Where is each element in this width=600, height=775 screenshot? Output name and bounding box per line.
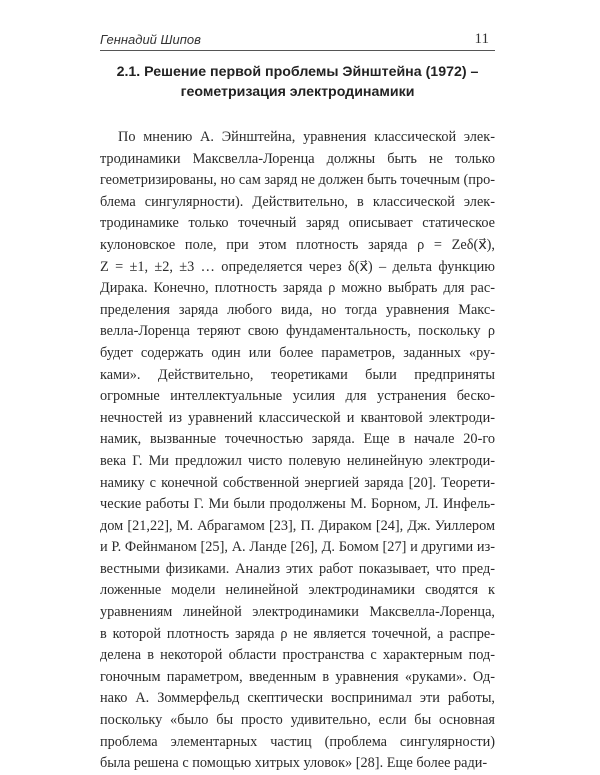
text-line: делена в некоторой области пространства с характерным под- xyxy=(100,647,495,664)
text-line: была решена с помощью хитрых уловок» [28]. Еще более ради- xyxy=(100,755,488,772)
text-line: проблема элементарных частиц (проблема сингулярности) xyxy=(100,733,495,750)
text-line: уравнениям линейной электродинамики Максвелла-Лоренца, xyxy=(100,604,495,621)
section-title xyxy=(100,62,495,102)
text-line: огромные интеллектуальные усилия для устранения беско- xyxy=(100,388,495,405)
text-line: в которой плотность заряда ρ не является точечной, а распре- xyxy=(100,625,495,642)
text-line: По мнению А. Эйнштейна, уравнения классической элек- xyxy=(118,129,495,145)
running-header xyxy=(100,28,495,51)
section-title-line: 2.1. Решение первой проблемы Эйнштейна (1972) – xyxy=(116,64,479,80)
text-line: пределения заряда любого вида, но тогда уравнения Макс- xyxy=(100,301,495,318)
body-paragraph xyxy=(100,127,495,775)
text-line: тродинамике только точечный заряд описывает статическое xyxy=(100,215,495,232)
text-line: тродинамики Максвелла-Лоренца должны быть не только xyxy=(100,150,495,167)
text-line: Дирака. Конечно, плотность заряда ρ можно выбрать для рас- xyxy=(100,280,495,297)
text-line: нако А. Зоммерфельд скептически воспринимал эти работы, xyxy=(100,690,495,707)
text-line: века Г. Ми предложил чисто полевую нелинейную электроди- xyxy=(100,452,495,469)
text-line: ками». Действительно, теоретиками были предприняты xyxy=(100,366,495,383)
text-line: блема сингулярности). Действительно, в классической элек- xyxy=(100,193,495,210)
text-line: нечностей из уравнений классической и квантовой электроди- xyxy=(100,409,495,426)
text-line: ческие работы Г. Ми были продолжены М. Борном, Л. Инфель- xyxy=(100,496,495,513)
text-line: гоночным параметром, введенным в уравнения «руками». Од- xyxy=(100,668,495,685)
text-line: будет содержать один или более параметров, заданных «ру- xyxy=(100,344,495,361)
text-line: вестными физиками. Анализ этих работ показывает, что пред- xyxy=(100,560,495,577)
text-line: геометризированы, но сам заряд не должен быть точечным (про- xyxy=(100,172,495,189)
text-line: кулоновское поле, при этом плотность заряда ρ = Zeδ(x⃗), xyxy=(100,236,495,253)
text-line: дом [21,22], М. Абрагамом [23], П. Дираком [24], Дж. Уиллером xyxy=(100,517,495,534)
text-line: велла-Лоренца теряют свою фундаментальность, поскольку ρ xyxy=(100,323,495,340)
text-line: Z = ±1, ±2, ±3 … определяется через δ(x⃗) – дельта функцию xyxy=(100,258,495,275)
text-line: ложенные модели нелинейной электродинамики сводятся к xyxy=(100,582,495,599)
header-author: Геннадий Шипов xyxy=(100,32,201,47)
text-line: намику с конечной собственной энергией заряда [20]. Теорети- xyxy=(100,474,495,491)
text-line: и Р. Фейнманом [25], А. Ланде [26], Д. Бомом [27] и другими из- xyxy=(100,539,495,556)
page-number: 11 xyxy=(474,31,489,47)
text-line: поскольку «было бы просто удивительно, если бы основная xyxy=(100,712,495,729)
text-line: намик, вызванные точечностью заряда. Еще в начале 20-го xyxy=(100,431,495,448)
section-title-line: геометризация электродинамики xyxy=(180,84,415,100)
